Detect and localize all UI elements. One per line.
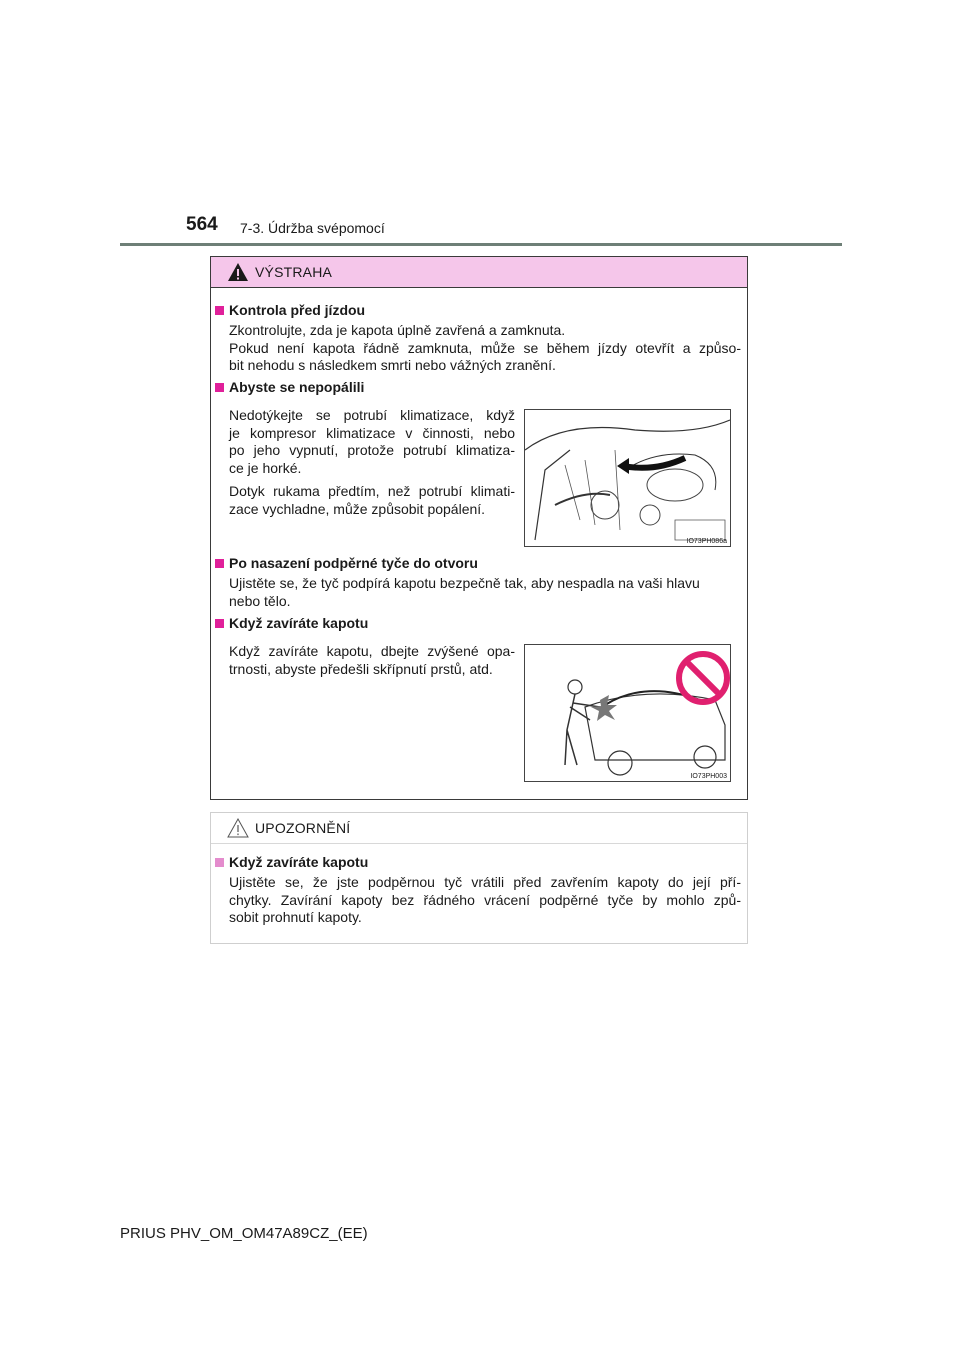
figure-code: IO73PH003 [690,773,727,780]
warning-item-text: Když zavíráte kapotu, dbejte zvýšené opa- trnosti, abyste předešli skřípnutí prstů, atd. [229,643,515,677]
warning-item-heading: Když zavíráte kapotu [215,615,368,631]
warning-item-text: Ujistěte se, že tyč podpírá kapotu bezpečně tak, aby nespadla na vaši hlavu nebo tělo. [229,575,700,609]
bullet-square-icon [215,559,224,568]
warning-item-text: Zkontrolujte, zda je kapota úplně zavřená a zamknuta. Pokud není kapota řádně zamknuta, může se během jízdy otevřít a způso- bit nehodu s následkem smrti nebo vážných zranění. [229,322,741,373]
warning-item-heading: Po nasazení podpěrné tyče do otvoru [215,555,478,571]
warning-icon [227,262,249,282]
bullet-square-icon [215,383,224,392]
bullet-square-icon [215,858,224,867]
closing-hood-prohibited-icon [525,645,730,781]
closing-hood-figure [524,644,731,782]
caution-title: UPOZORNĚNÍ [255,820,351,836]
warning-item-heading: Abyste se nepopálili [215,379,364,395]
footer-model: PRIUS PHV_OM_OM47A89CZ_(EE) [120,1225,368,1242]
engine-bay-illustration-icon [525,410,730,546]
engine-bay-figure [524,409,731,547]
page-number: 564 [186,214,218,235]
caution-header [211,813,747,844]
bullet-square-icon [215,306,224,315]
warning-title: VÝSTRAHA [255,264,333,280]
warning-header [211,257,747,288]
warning-item-text: Nedotýkejte se potrubí klimatizace, když je kompresor klimatizace v činnosti, nebo po jeho vypnutí, protože potrubí klimatiza- ce je horké. [229,407,515,476]
caution-item-heading: Když zavíráte kapotu [215,854,368,870]
warning-item-text: Dotyk rukama předtím, než potrubí klimati- zace vychladne, může způsobit popálení. [229,483,515,517]
section-title: 7-3. Údržba svépomocí [240,220,385,236]
caution-icon [227,818,249,838]
header-rule [120,243,842,246]
bullet-square-icon [215,619,224,628]
warning-item-heading: Kontrola před jízdou [215,302,365,318]
caution-item-text: Ujistěte se, že jste podpěrnou tyč vrátili před zavřením kapoty do její pří- chytky. Zavírání kapoty bez řádného vrácení podpěrné tyče by mohlo způ- sobit prohnutí kapoty. [229,874,741,925]
figure-code: IO73PH086a [686,538,727,545]
